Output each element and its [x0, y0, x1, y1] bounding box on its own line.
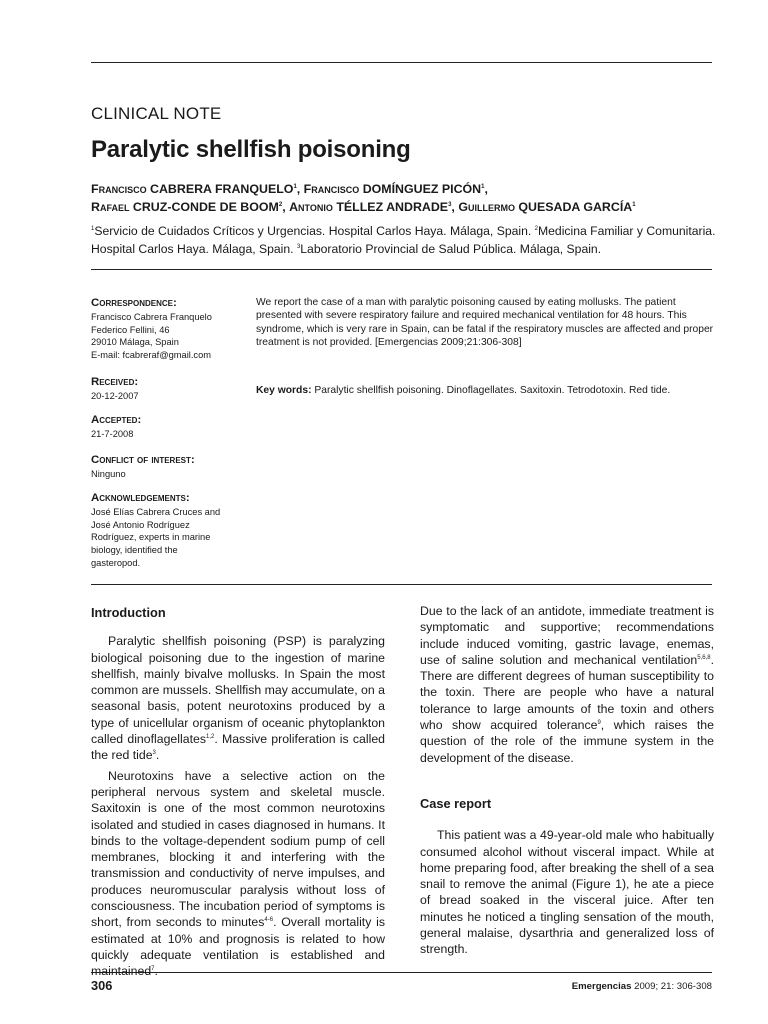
- right-paragraph-1: [420, 603, 714, 766]
- text-run: , which raises the question of the role of the immune system in the development of the disease.: [420, 718, 714, 765]
- author-first-name: Guillermo: [458, 200, 515, 214]
- journal-name: Emergencias: [571, 981, 632, 992]
- top-rule: [91, 62, 712, 63]
- citation-sup: 9: [597, 719, 601, 726]
- page-number: 306: [91, 978, 113, 993]
- author-affil-sup: 1: [632, 201, 636, 208]
- affiliations: [91, 222, 716, 258]
- intro-paragraph-2: [91, 768, 385, 980]
- citation-sup: 5,6,8: [697, 654, 711, 661]
- text-run: . There are different degrees of human susceptibility to the toxin. There are people who have a natural tolerance to large amounts of the toxin and others who show acquired tolerance: [420, 652, 714, 733]
- received-heading: Received:: [91, 376, 139, 388]
- author-last-name: QUESADA GARCÍA: [518, 200, 633, 214]
- text-run: Neurotoxins have a selective action on the peripheral nervous system and skeletal muscle. Saxitoxin is one of the most common neurotoxins isolated and studied in cases diagnosed in humans. It binds to the voltage-dependent sodium pump of cell membranes, blocking it and interfering with the transmission and conductivity of nerve impulses, and produces neuromuscular paralysis without loss of consciousness. The incubation period of symptoms is short, from seconds to minutes: [91, 768, 385, 930]
- citation-sup: 4-6: [264, 917, 274, 924]
- author-list: [91, 180, 731, 216]
- case-report-heading: Case report: [420, 795, 492, 811]
- author-separator: ,: [296, 182, 304, 196]
- header-bottom-rule: [91, 269, 712, 270]
- conflict-value: Ninguno: [91, 469, 126, 479]
- citation-sup: 7: [151, 966, 155, 973]
- author-separator: ,: [282, 200, 290, 214]
- acknowledgements-body: José Elías Cabrera Cruces and José Antonio Rodríguez Rodríguez, experts in marine biology, identified the gasteropod.: [91, 507, 221, 568]
- citation-sup: 1,2: [205, 733, 215, 740]
- affiliation-2: Medicina Familiar y Comunitaria. Hospital Carlos Haya. Málaga, Spain.: [91, 224, 716, 256]
- acknowledgements-block: [91, 492, 241, 570]
- received-block: [91, 376, 241, 403]
- author-separator: ,: [484, 182, 488, 196]
- correspondence-body: Francisco Cabrera Franquelo Federico Fellini, 46 29010 Málaga, Spain E-mail: fcabreraf@gmail.com: [91, 312, 212, 361]
- intro-paragraph-1: [91, 633, 385, 763]
- body-column-left: [91, 605, 385, 980]
- author-affil-sup: 1: [293, 183, 297, 190]
- keywords: [256, 384, 714, 397]
- introduction-heading: Introduction: [91, 605, 166, 620]
- affil-sup: 1: [91, 225, 95, 232]
- author-first-name: Antonio: [289, 200, 333, 214]
- author-affil-sup: 2: [278, 201, 283, 208]
- author-last-name: CRUZ-CONDE DE BOOM: [132, 200, 279, 214]
- author-separator: ,: [451, 200, 459, 214]
- text-run: .: [154, 964, 158, 979]
- affiliation-1: Servicio de Cuidados Críticos y Urgencias. Hospital Carlos Haya. Málaga, Spain.: [94, 224, 535, 238]
- accepted-heading: Accepted:: [91, 414, 142, 426]
- journal-citation: [572, 981, 712, 992]
- author-affil-sup: 1: [481, 183, 485, 190]
- article-title: Paralytic shellfish poisoning: [91, 136, 411, 163]
- accepted-date: 21-7-2008: [91, 429, 134, 439]
- keywords-text: Paralytic shellfish poisoning. Dinoflagellates. Saxitoxin. Tetrodotoxin. Red tide.: [311, 385, 671, 396]
- text-run: . Overall mortality is estimated at 10% and prognosis is related to how quickly adequate ventilation is established and maintained: [91, 915, 385, 979]
- affiliation-3: Laboratorio Provincial de Salud Pública. Málaga, Spain.: [300, 242, 602, 256]
- text-run: . Massive proliferation is called the red tide: [91, 732, 385, 763]
- text-run: Paralytic shellfish poisoning (PSP) is paralyzing biological poisoning due to the ingestion of marine shellfish, mainly bivalve mollusks. In Spain the most common are mussels. Shellfish may accumulate, on a seasonal basis, potent neurotoxins produced by a type of unicellular organism of oceanic phytoplankton called dinoflagellates: [91, 634, 385, 747]
- author-last-name: CABRERA FRANQUELO: [150, 182, 294, 196]
- accepted-block: [91, 414, 241, 441]
- author-line-1: [91, 180, 731, 198]
- conflict-heading: Conflict of interest:: [91, 454, 195, 466]
- author-last-name: TÉLLEZ ANDRADE: [336, 200, 449, 214]
- citation-text: 2009; 21: 306-308: [631, 981, 712, 992]
- abstract-text: We report the case of a man with paralytic poisoning caused by eating mollusks. The patient presented with severe respiratory failure and required mechanical ventilation for 48 hours. This syndrome, which is very rare in Spain, can be fatal if the respiratory muscles are affected and proper treatment is not provided. [Emergencias 2009;21:306-308]: [256, 297, 714, 348]
- case-paragraph-1: This patient was a 49-year-old male who habitually consumed alcohol without visceral impact. While at home preparing food, after breaking the shell of a sea snail to remove the animal (Figure 1), he ate a piece of bread soaked in the visceral juice. After ten minutes he noticed a tingling sensation of the mouth, general malaise, dysarthria and generalized loss of strength.: [420, 828, 714, 957]
- author-last-name: DOMÍNGUEZ PICÓN: [362, 182, 482, 196]
- correspondence-heading: Correspondence:: [91, 297, 177, 309]
- author-line-2: [91, 198, 731, 216]
- keywords-label: Key words:: [256, 385, 312, 396]
- citation-sup: 3: [152, 750, 156, 757]
- author-first-name: Francisco: [303, 182, 360, 196]
- author-affil-sup: 3: [448, 201, 452, 208]
- text-run: .: [155, 748, 160, 763]
- acknowledgements-heading: Acknowledgements:: [91, 492, 190, 504]
- correspondence-block: [91, 297, 241, 362]
- affil-sup: 2: [534, 225, 538, 232]
- text-run: Due to the lack of an antidote, immediate treatment is symptomatic and supportive; recommendations include induced vomiting, gastric lavage, enemas, use of saline solution and mechanical ventilation: [420, 604, 714, 667]
- body-column-right: [420, 603, 714, 958]
- section-label: CLINICAL NOTE: [91, 104, 222, 123]
- abstract-bottom-rule: [91, 584, 712, 585]
- conflict-block: [91, 454, 241, 481]
- author-first-name: Rafael: [91, 200, 130, 214]
- affil-sup: 3: [296, 243, 301, 250]
- received-date: 20-12-2007: [91, 391, 139, 401]
- author-first-name: Francisco: [91, 182, 147, 196]
